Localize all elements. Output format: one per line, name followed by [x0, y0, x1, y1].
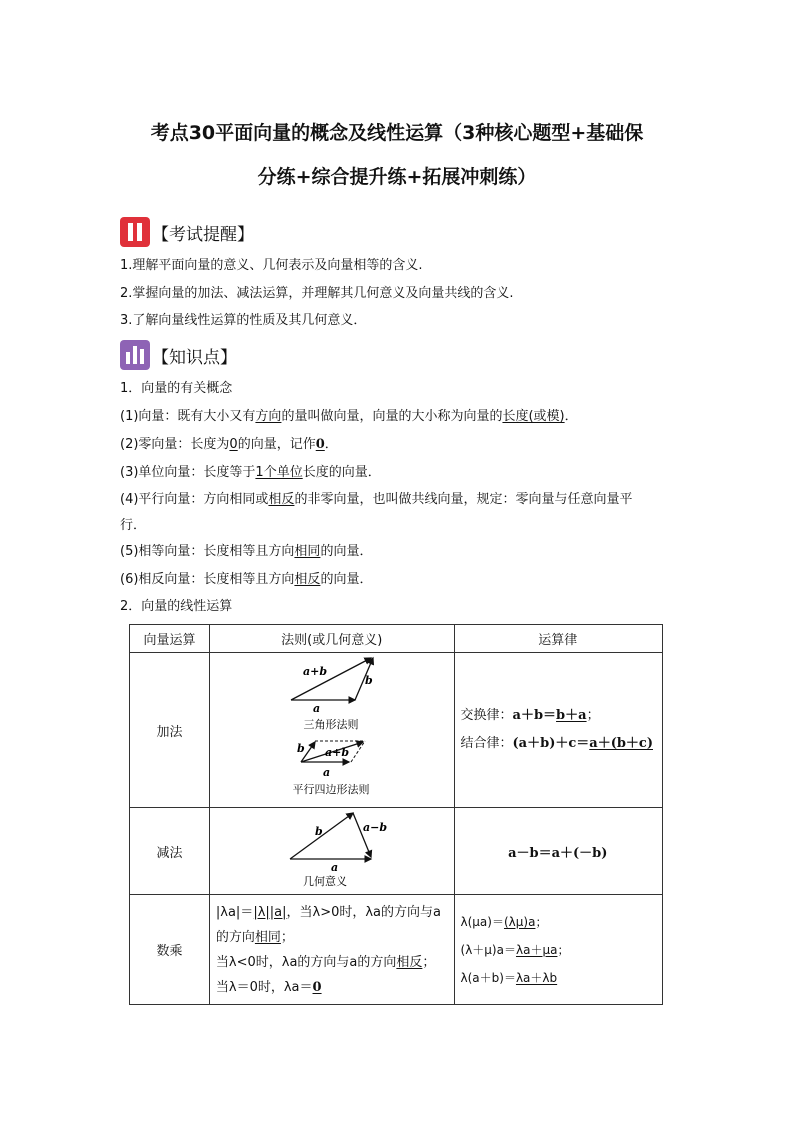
label-a: a: [331, 861, 339, 874]
section-header-exam-tips: [120, 217, 254, 247]
law-line: (λ＋μ)a＝λa＋μa；: [460, 942, 570, 957]
label-a: a: [313, 702, 321, 715]
label-a-minus-b: a−b: [363, 821, 388, 834]
table-header: 向量运算: [130, 625, 210, 653]
label-b: b: [297, 742, 305, 755]
page-title-line1: 考点30平面向量的概念及线性运算（3种核心题型+基础保: [150, 122, 644, 144]
def-unit-vector: (3)单位向量：长度等于1个单位长度的向量．: [120, 465, 381, 480]
def-parallel-vector: (4)平行向量：方向相同或相反的非零向量，也叫做共线向量，规定：零向量与任意向量平: [120, 492, 633, 507]
def-zero-vector: (2)零向量：长度为0的向量，记作0．: [120, 437, 338, 452]
tip-item: 2.掌握向量的加法、减法运算，并理解其几何意义及向量共线的含义.: [120, 286, 514, 301]
linear-operations-table: [129, 624, 663, 1005]
op-name: 减法: [130, 808, 210, 895]
section-label: 【知识点】: [152, 347, 237, 368]
op-name: 加法: [130, 653, 210, 808]
rule-line: 的方向相同；: [215, 929, 294, 945]
geometric-meaning-caption: 几何意义: [303, 875, 348, 888]
rule-line: |λa|＝|λ||a|，当λ>0时，λa的方向与a: [215, 904, 441, 920]
associative-law: 结合律：(a＋b)＋c＝a＋(b＋c): [460, 736, 653, 751]
section-label: 【考试提醒】: [152, 224, 254, 245]
pause-bars-icon: [120, 217, 150, 247]
label-a-plus-b: a+b: [325, 746, 350, 759]
op-name: 数乘: [130, 895, 210, 1005]
def-parallel-vector-cont: 行．: [120, 518, 147, 533]
subtraction-law: a－b＝a＋(－b): [454, 808, 662, 895]
commutative-law: 交换律：a＋b＝b＋a；: [460, 708, 600, 723]
addition-diagram-svg: [213, 654, 450, 802]
label-b: b: [365, 674, 373, 687]
scalar-mult-rule: [209, 895, 454, 1005]
subtraction-diagram-svg: [213, 809, 450, 889]
table-header-row: [130, 625, 663, 653]
law-line: λ(μa)＝(λμ)a；: [460, 914, 548, 929]
addition-diagrams: [209, 653, 454, 808]
label-b: b: [315, 825, 323, 838]
page-title-line2: 分练+综合提升练+拓展冲刺练）: [257, 166, 537, 188]
parallelogram-rule-caption: 平行四边形法则: [292, 783, 370, 796]
law-line: λ(a＋b)＝λa＋λb: [460, 970, 558, 985]
vector-a-minus-b-arrow: [353, 813, 371, 857]
def-equal-vector: (5)相等向量：长度相等且方向相同的向量．: [120, 544, 373, 559]
heading-concepts: 1．向量的有关概念: [120, 381, 233, 396]
heading-linear-ops: 2．向量的线性运算: [120, 599, 233, 614]
table-row-addition: [130, 653, 663, 808]
tip-item: 1.理解平面向量的意义、几何表示及向量相等的含义.: [120, 258, 423, 273]
table-row-scalar-mult: [130, 895, 663, 1005]
addition-laws: [454, 653, 662, 808]
table-row-subtraction: [130, 808, 663, 895]
scalar-mult-laws: [454, 895, 662, 1005]
triangle-rule-caption: 三角形法则: [303, 718, 359, 731]
rule-line: 当λ＝0时，λa＝0: [215, 979, 322, 995]
table-header: 法则(或几何意义): [209, 625, 454, 653]
def-vector: (1)向量：既有大小又有方向的量叫做向量，向量的大小称为向量的长度(或模)．: [120, 409, 578, 424]
label-a: a: [323, 766, 331, 779]
tip-item: 3.了解向量线性运算的性质及其几何意义．: [120, 313, 367, 328]
def-opposite-vector: (6)相反向量：长度相等且方向相反的向量．: [120, 572, 373, 587]
section-header-knowledge: [120, 340, 237, 370]
label-a-plus-b: a+b: [303, 665, 328, 678]
bar-chart-icon: [120, 340, 150, 370]
subtraction-diagram: [209, 808, 454, 895]
rule-line: 当λ<0时，λa的方向与a的方向相反；: [215, 954, 436, 970]
table-header: 运算律: [454, 625, 662, 653]
